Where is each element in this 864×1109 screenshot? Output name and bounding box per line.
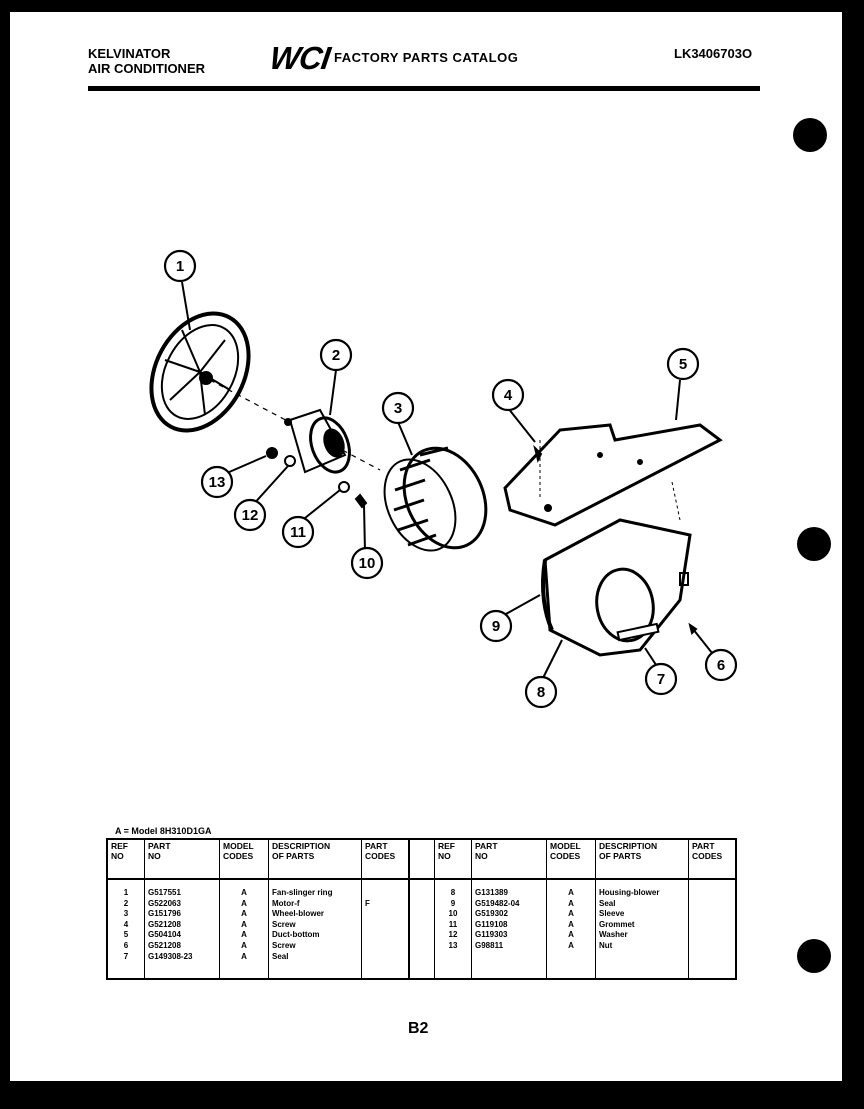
callout-6: 6 xyxy=(716,657,726,674)
table-body-row xyxy=(107,879,736,979)
left-ref-column: 1 2 3 4 5 6 7 xyxy=(107,879,145,979)
header-part-codes-2: PART CODES xyxy=(689,839,737,879)
catalog-code: LK3406703O xyxy=(674,46,753,61)
motor-drawing xyxy=(285,410,356,477)
left-model-column: A A A A A A A xyxy=(220,879,269,979)
callout-13: 13 xyxy=(208,474,226,491)
right-part-codes-column xyxy=(689,879,737,979)
callout-11: 11 xyxy=(290,524,306,541)
callout-8: 8 xyxy=(536,684,546,701)
blower-wheel-drawing xyxy=(371,435,502,562)
header-model-codes-2: MODEL CODES xyxy=(547,839,596,879)
left-part-column: G517551 G522063 G151796 G521208 G504104 G521208 G149308-23 xyxy=(145,879,220,979)
header-ref-no: REF NO xyxy=(107,839,145,879)
left-part-codes-column: F xyxy=(362,879,410,979)
table-gap xyxy=(409,879,435,979)
catalog-title: FACTORY PARTS CATALOG xyxy=(334,50,519,65)
header-ref-no-2: REF NO xyxy=(435,839,472,879)
header-gap xyxy=(409,839,435,879)
wci-logo: WCI xyxy=(267,40,332,76)
callout-2: 2 xyxy=(331,347,341,364)
header-part-codes: PART CODES xyxy=(362,839,410,879)
product-type: AIR CONDITIONER xyxy=(88,61,205,76)
callout-1: 1 xyxy=(175,258,185,275)
callout-3: 3 xyxy=(393,400,403,417)
page-number: B2 xyxy=(408,1020,429,1037)
callout-7: 7 xyxy=(656,671,666,688)
table-header-row xyxy=(107,839,736,879)
brand-name: KELVINATOR xyxy=(88,46,171,61)
parts-table xyxy=(106,838,737,980)
callout-10: 10 xyxy=(358,555,376,572)
model-note: A = Model 8H310D1GA xyxy=(115,826,212,836)
header-model-codes: MODEL CODES xyxy=(220,839,269,879)
right-model-column: A A A A A A xyxy=(547,879,596,979)
header-description: DESCRIPTION OF PARTS xyxy=(269,839,362,879)
header-part-no: PART NO xyxy=(145,839,220,879)
callout-12: 12 xyxy=(241,507,259,524)
right-ref-column: 8 9 10 11 12 13 xyxy=(435,879,472,979)
callout-5: 5 xyxy=(678,356,688,373)
duct-bottom-drawing xyxy=(505,425,720,525)
header-description-2: DESCRIPTION OF PARTS xyxy=(596,839,689,879)
header-part-no-2: PART NO xyxy=(472,839,547,879)
right-part-column: G131389 G519482-04 G519302 G119108 G119303 G98811 xyxy=(472,879,547,979)
callout-4: 4 xyxy=(503,387,513,404)
callout-9: 9 xyxy=(491,618,501,635)
blower-housing-drawing xyxy=(543,520,690,655)
fan-slinger-ring-drawing xyxy=(132,297,268,448)
right-description-column: Housing-blower Seal Sleeve Grommet Washer Nut xyxy=(596,879,689,979)
left-description-column: Fan-slinger ring Motor-f Wheel-blower Screw Duct-bottom Screw Seal xyxy=(269,879,362,979)
